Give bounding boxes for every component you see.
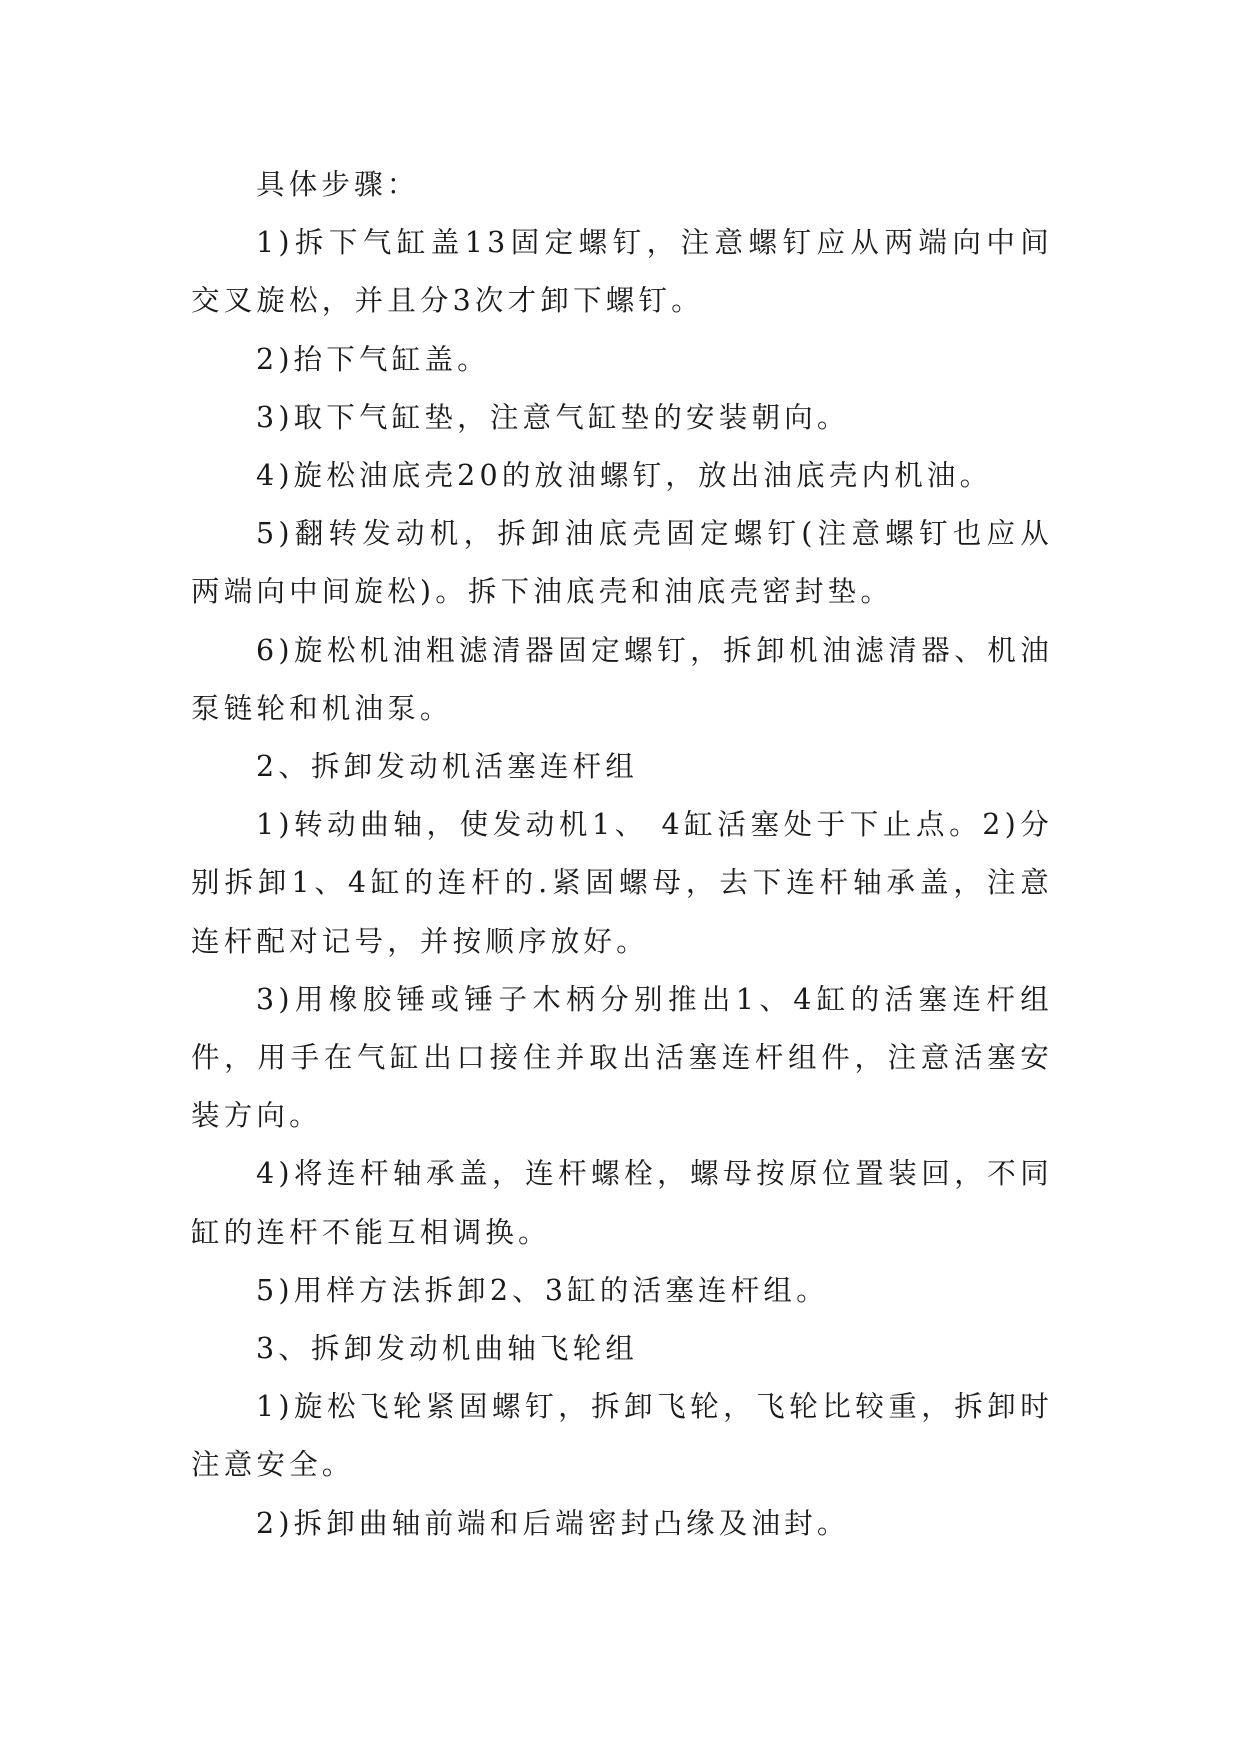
paragraph-step-4: 4)旋松油底壳20的放油螺钉，放出油底壳内机油。 <box>256 459 993 493</box>
paragraph-piston-step-4: 4)将连杆轴承盖，连杆螺栓，螺母按原位置装回，不同缸的连杆不能互相调换。 <box>191 1157 1053 1249</box>
paragraph-step-5: 5)翻转发动机，拆卸油底壳固定螺钉(注意螺钉也应从两端向中间旋松)。拆下油底壳和油底壳密封垫。 <box>191 517 1053 609</box>
paragraph-crankshaft-step-2: 2)拆卸曲轴前端和后端密封凸缘及油封。 <box>256 1506 850 1540</box>
paragraph-step-1: 1)拆下气缸盖13固定螺钉，注意螺钉应从两端向中间交叉旋松，并且分3次才卸下螺钉。 <box>191 226 1053 318</box>
paragraph-crankshaft-step-1: 1)旋松飞轮紧固螺钉，拆卸飞轮，飞轮比较重，拆卸时注意安全。 <box>191 1390 1053 1482</box>
section-heading-piston-rod: 2、拆卸发动机活塞连杆组 <box>256 750 639 784</box>
paragraph-step-2: 2)抬下气缸盖。 <box>256 342 490 376</box>
paragraph-piston-step-5: 5)用样方法拆卸2、3缸的活塞连杆组。 <box>256 1273 829 1307</box>
paragraph-step-3: 3)取下气缸垫，注意气缸垫的安装朝向。 <box>256 400 850 434</box>
paragraph-step-6: 6)旋松机油粗滤清器固定螺钉，拆卸机油滤清器、机油泵链轮和机油泵。 <box>191 633 1053 725</box>
paragraph-steps-heading: 具体步骤： <box>256 168 420 201</box>
section-heading-crankshaft-flywheel: 3、拆卸发动机曲轴飞轮组 <box>256 1332 639 1366</box>
paragraph-piston-step-1-2: 1)转动曲轴，使发动机1、 4缸活塞处于下止点。2)分别拆卸1、4缸的连杆的.紧固螺母，去下连杆轴承盖，注意连杆配对记号，并按顺序放好。 <box>191 808 1053 958</box>
paragraph-piston-step-3: 3)用橡胶锤或锤子木柄分别推出1、4缸的活塞连杆组件，用手在气缸出口接住并取出活塞连杆组件，注意活塞安装方向。 <box>191 982 1053 1133</box>
document-body <box>191 156 1053 1553</box>
